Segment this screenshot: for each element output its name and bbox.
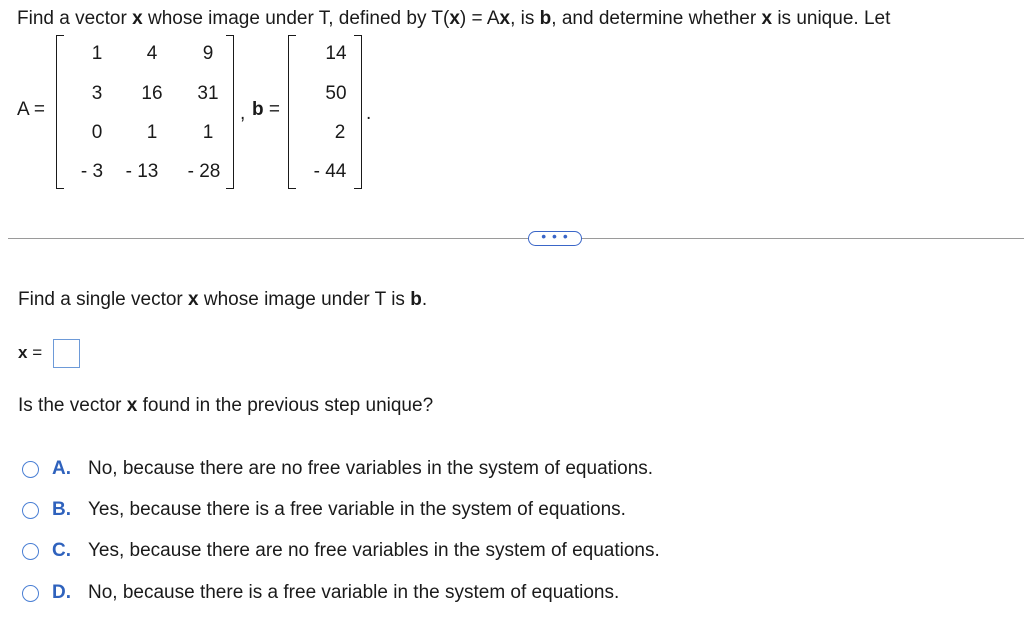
show-more-button[interactable]: • • •: [528, 231, 582, 246]
question-text: [17, 8, 890, 30]
vector-x: x: [188, 289, 199, 310]
choice-text: Yes, because there is a free variable in the system of equations.: [88, 499, 626, 520]
vector-x: x: [499, 8, 511, 29]
vector-x: x: [18, 343, 28, 362]
choice-text: No, because there is a free variable in the system of equations.: [88, 582, 620, 603]
prompt-part: whose image under T is: [198, 289, 411, 310]
matrix-a-cell: 16: [141, 83, 163, 104]
matrix-a-label: A =: [17, 99, 45, 120]
vector-x: x: [761, 8, 773, 29]
vector-x: x: [449, 8, 460, 29]
vector-b-label: [252, 99, 280, 121]
question-part: is unique. Let: [772, 8, 891, 29]
matrix-a-cell: - 13: [125, 161, 159, 182]
left-bracket: [288, 35, 296, 189]
choice-d[interactable]: [22, 580, 619, 606]
vector-b: b: [252, 99, 264, 120]
matrix-a-cell: 1: [91, 43, 103, 64]
choice-text: No, because there are no free variables in the system of equations.: [88, 458, 654, 479]
vector-b-cell: - 44: [313, 161, 347, 182]
matrix-a-cell: 1: [202, 122, 214, 143]
choice-a[interactable]: [22, 456, 653, 482]
choice-letter: A.: [52, 458, 71, 479]
vector-x: x: [132, 8, 143, 29]
question-part: whose image under T, defined by T(: [142, 8, 450, 29]
vector-b: b: [410, 289, 422, 310]
left-bracket: [56, 35, 64, 189]
vector-b: [288, 35, 362, 189]
vector-x: x: [126, 395, 138, 416]
equals-sign: =: [27, 343, 43, 362]
matrix-a-cell: 31: [197, 83, 219, 104]
radio-icon[interactable]: [22, 543, 39, 560]
choice-letter: D.: [52, 582, 71, 603]
separator-comma: ,: [240, 103, 246, 124]
period: .: [366, 103, 372, 124]
prompt-part: Find a single vector: [18, 289, 189, 310]
choice-letter: C.: [52, 540, 71, 561]
vector-b-cell: 2: [334, 122, 346, 143]
prompt-part: .: [421, 289, 428, 310]
choice-b[interactable]: [22, 497, 626, 523]
section-divider: [8, 238, 1024, 239]
matrix-a-cell: 0: [91, 122, 103, 143]
prompt-part: found in the previous step unique?: [137, 395, 434, 416]
question-part: Find a vector: [17, 8, 133, 29]
matrix-a-cell: - 28: [187, 161, 221, 182]
matrix-a-cell: 9: [202, 43, 214, 64]
matrix-a: [56, 35, 234, 189]
vector-b-cell: 50: [325, 83, 347, 104]
choice-letter: B.: [52, 499, 71, 520]
answer-input[interactable]: [53, 339, 80, 368]
question-part: ) = A: [459, 8, 500, 29]
matrix-a-cell: 4: [146, 43, 158, 64]
answer-label: [18, 343, 42, 363]
matrix-a-cell: 1: [146, 122, 158, 143]
radio-icon[interactable]: [22, 585, 39, 602]
vector-b: b: [539, 8, 552, 29]
question-part: , and determine whether: [551, 8, 762, 29]
matrix-a-cell: - 3: [80, 161, 104, 182]
radio-icon[interactable]: [22, 502, 39, 519]
prompt-part: Is the vector: [18, 395, 127, 416]
part2-prompt: [18, 395, 433, 417]
question-part: , is: [510, 8, 540, 29]
equals-sign: =: [263, 99, 280, 120]
radio-icon[interactable]: [22, 461, 39, 478]
choice-text: Yes, because there are no free variables in the system of equations.: [88, 540, 660, 561]
matrix-a-cell: 3: [91, 83, 103, 104]
part1-prompt: [18, 289, 427, 311]
vector-b-cell: 14: [325, 43, 347, 64]
choice-c[interactable]: [22, 538, 660, 564]
